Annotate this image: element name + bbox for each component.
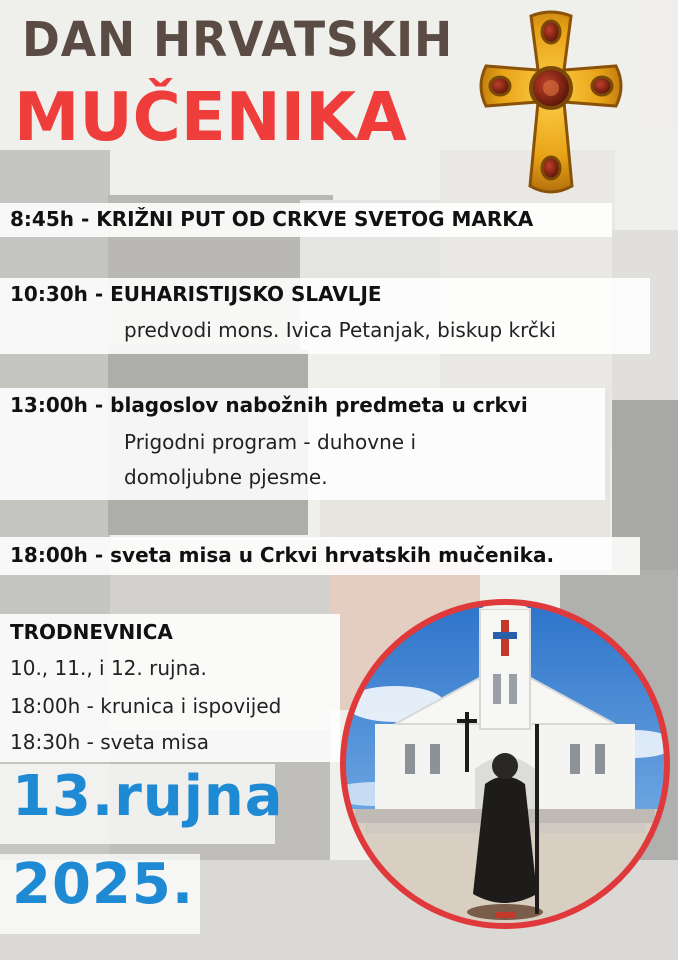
triduum-heading: TRODNEVNICA [10, 620, 173, 644]
title-line-1: DAN HRVATSKIH [22, 12, 454, 68]
triduum-line-2: 18:00h - krunica i ispovijed [10, 694, 282, 718]
schedule-item-4 [0, 537, 640, 575]
church-photo [335, 594, 675, 934]
schedule-item-3-title: blagoslov nabožnih predmeta u crkvi [110, 393, 528, 417]
schedule-item-4-line: 18:00h - sveta misa u Crkvi hrvatskih mučenika. [10, 543, 555, 567]
triduum-line-3: 18:30h - sveta misa [10, 730, 209, 754]
schedule-item-1 [0, 203, 612, 237]
schedule-item-3-detail-1: Prigodni program - duhovne i [124, 430, 417, 454]
schedule-item-1-time: 8:45h [10, 207, 74, 231]
schedule-item-3-detail-2: domoljubne pjesme. [124, 465, 328, 489]
schedule-item-1-line: 8:45h - KRIŽNI PUT OD CRKVE SVETOG MARKA [10, 207, 534, 231]
schedule-item-2-time: 10:30h [10, 282, 88, 306]
triduum-section [0, 614, 340, 762]
event-date-year: 2025. [12, 852, 195, 917]
schedule-item-3-time: 13:00h [10, 393, 88, 417]
schedule-item-4-title: sveta misa u Crkvi hrvatskih mučenika. [110, 543, 555, 567]
schedule-item-3-line: 13:00h - blagoslov nabožnih predmeta u crkvi [10, 393, 528, 417]
schedule-item-2-line: 10:30h - EUHARISTIJSKO SLAVLJE [10, 282, 382, 306]
schedule-item-1-title: KRIŽNI PUT OD CRKVE SVETOG MARKA [96, 207, 534, 231]
title-line-2: MUČENIKA [14, 78, 407, 156]
schedule-item-2 [0, 278, 650, 354]
triduum-line-1: 10., 11., i 12. rujna. [10, 656, 207, 680]
schedule-item-4-time: 18:00h [10, 543, 88, 567]
schedule-item-2-detail-1: predvodi mons. Ivica Petanjak, biskup krčki [124, 318, 556, 342]
schedule-item-2-title: EUHARISTIJSKO SLAVLJE [110, 282, 382, 306]
schedule-item-3 [0, 388, 605, 500]
event-date-day: 13.rujna [12, 764, 284, 829]
jeweled-cross-icon [476, 8, 626, 198]
